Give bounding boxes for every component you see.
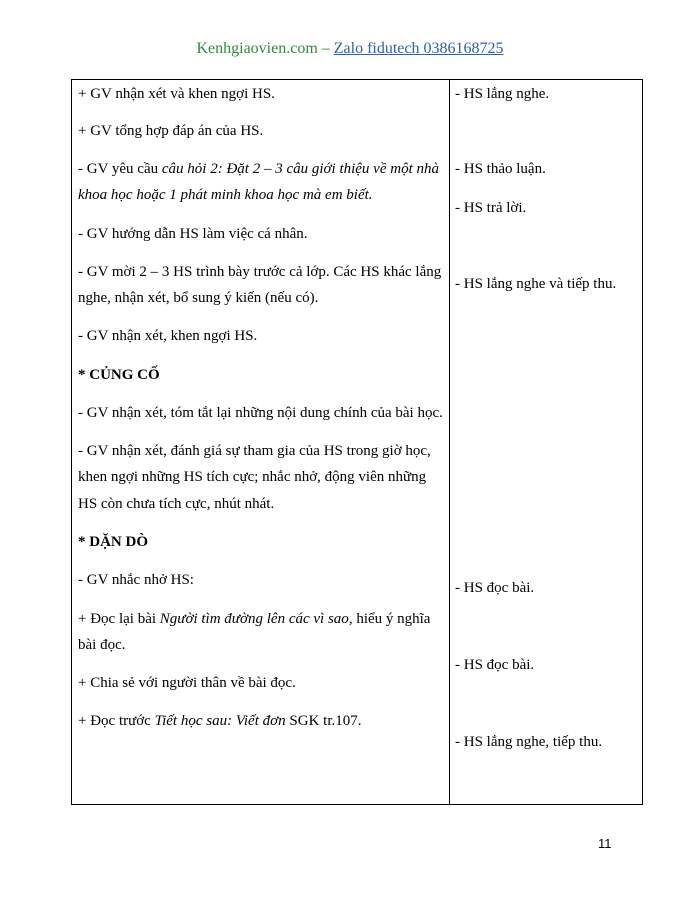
- lesson-title-text: Người tìm đường lên các vì sao: [159, 611, 349, 627]
- teacher-line: bài đọc.: [78, 637, 126, 653]
- teacher-line: khoa học hoặc 1 phát minh khoa học mà em biết.: [78, 187, 373, 203]
- teacher-line: - GV mời 2 – 3 HS trình bày trước cả lớp. Các HS khác lắng: [78, 264, 442, 280]
- teacher-line: [78, 160, 439, 178]
- student-line: - HS đọc bài.: [455, 657, 535, 673]
- teacher-line: khen ngợi những HS tích cực; nhắc nhở, động viên những: [78, 469, 427, 485]
- teacher-text: + Đọc trước: [78, 713, 155, 729]
- teacher-text: SGK tr.107.: [285, 713, 362, 729]
- student-line: - HS trả lời.: [455, 200, 527, 216]
- teacher-line: HS còn chưa tích cực, nhút nhát.: [78, 496, 275, 512]
- page-number: 11: [598, 836, 612, 851]
- teacher-text: + Đọc lại bài: [78, 611, 160, 627]
- teacher-text: - GV yêu cầu: [78, 161, 162, 177]
- teacher-line: - GV nhận xét, tóm tắt lại những nội dung chính của bài học.: [78, 405, 443, 421]
- teacher-line: nghe, nhận xét, bổ sung ý kiến (nếu có).: [78, 290, 319, 306]
- teacher-text: , hiểu ý nghĩa: [348, 611, 431, 627]
- student-line: - HS đọc bài.: [455, 580, 535, 596]
- lesson-table: [71, 79, 643, 805]
- student-line: - HS thảo luận.: [455, 161, 546, 177]
- column-divider: [449, 80, 450, 804]
- teacher-line: + GV tổng hợp đáp án của HS.: [78, 123, 264, 139]
- student-line: - HS lắng nghe và tiếp thu.: [455, 276, 617, 292]
- teacher-line: - GV hướng dẫn HS làm việc cá nhân.: [78, 226, 308, 242]
- page-header: [0, 40, 700, 58]
- teacher-line: + Chia sẻ với người thân về bài đọc.: [78, 675, 296, 691]
- teacher-line: [78, 610, 430, 628]
- student-line: - HS lắng nghe, tiếp thu.: [455, 734, 603, 750]
- section-heading-cung-co: * CỦNG CỐ: [78, 367, 160, 383]
- next-lesson-title-text: Tiết học sau: Viết đơn: [154, 713, 286, 729]
- student-line: - HS lắng nghe.: [455, 86, 550, 102]
- teacher-line: + GV nhận xét và khen ngợi HS.: [78, 86, 275, 102]
- teacher-line: [78, 712, 361, 730]
- teacher-question-text: câu hỏi 2: Đặt 2 – 3 câu giới thiệu về một nhà: [161, 161, 440, 177]
- header-separator: –: [317, 40, 334, 57]
- header-site: Kenhgiaovien.com: [196, 40, 318, 57]
- teacher-line: - GV nhắc nhở HS:: [78, 572, 194, 588]
- header-contact-link[interactable]: Zalo fidutech 0386168725: [333, 40, 504, 57]
- teacher-line: - GV nhận xét, khen ngợi HS.: [78, 328, 258, 344]
- teacher-line: - GV nhận xét, đánh giá sự tham gia của HS trong giờ học,: [78, 443, 431, 459]
- section-heading-dan-do: * DẶN DÒ: [78, 534, 148, 550]
